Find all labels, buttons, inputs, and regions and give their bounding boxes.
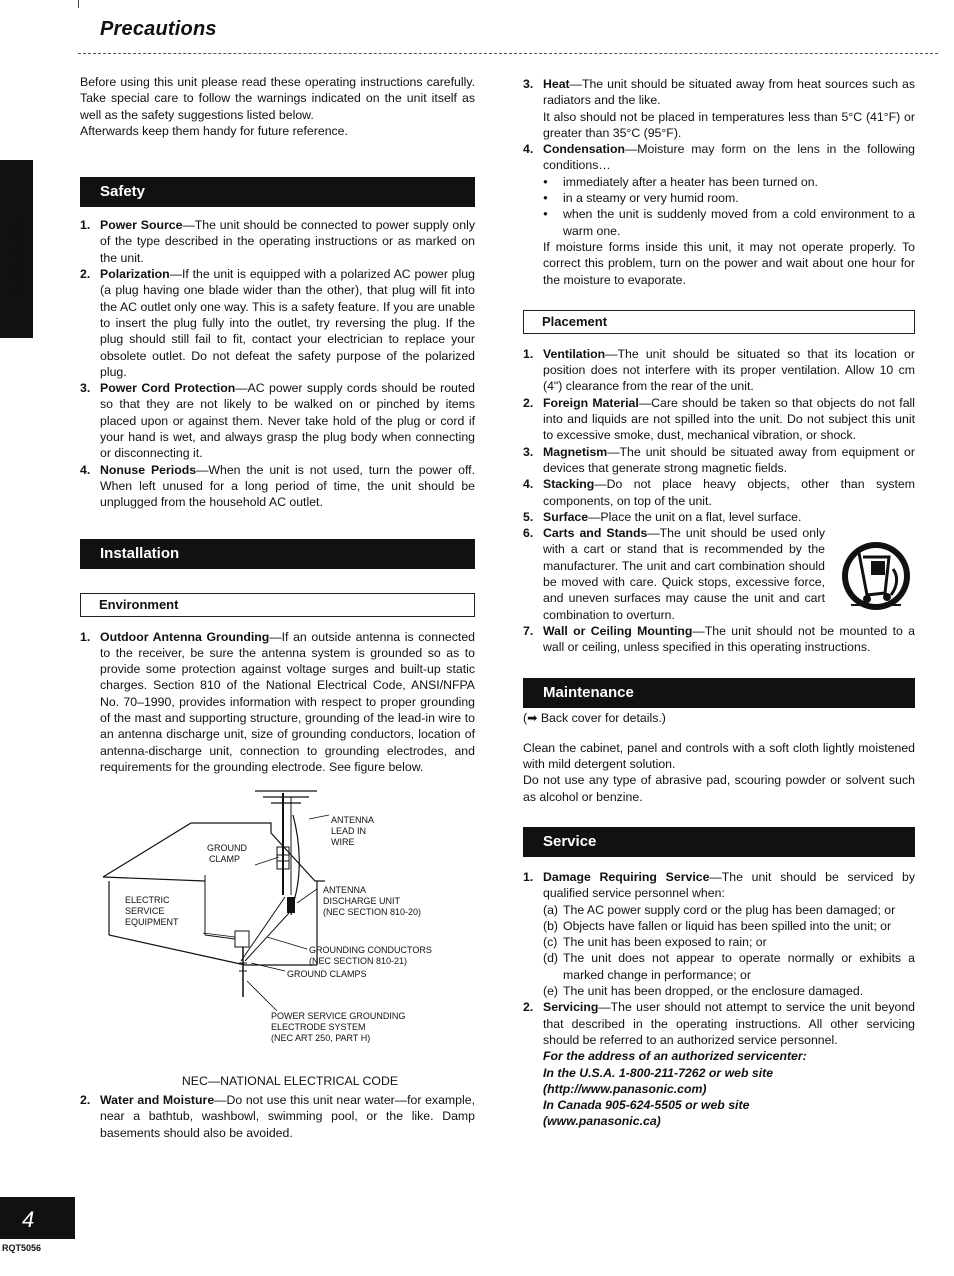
safety-banner: Safety	[80, 177, 475, 207]
list-item: 1. Outdoor Antenna Grounding—If an outside antenna is connected to the receiver, be sure the antenna system is grounded so as to provide some protection against voltage surges and built-up static charges. Section 810 of the National Electrical Code, ANSI/NFPA No. 70–1990, provides information with respect to proper grounding of the mast and supporting structure, grounding of the lead-in wire to an antenna discharge unit, size of grounding conductors, location of antenna-discharge unit, connection to grounding electrodes, and requirements for the grounding electrode. See figure below.	[80, 629, 476, 774]
maintenance-note: (➡ Back cover for details.)	[523, 710, 666, 725]
list-item: 2. Foreign Material—Care should be taken so that objects do not fall into and liquids are not spilled into the unit. Do not subject this unit to excessive smoke, dust, mechanical vibration, or shock.	[523, 395, 915, 443]
list-item: 5. Surface—Place the unit on a flat, level surface.	[523, 509, 802, 524]
list-item: 2. Water and Moisture—Do not use this unit near water—for example, near a bathtub, washbowl, swimming pool, or the like. Damp basements should also be avoided.	[80, 1093, 475, 1140]
label-discharge-unit: ANTENNA DISCHARGE UNIT (NEC SECTION 810-20)	[323, 885, 422, 917]
page-title: Precautions	[100, 18, 217, 40]
page-number: 4	[22, 1207, 35, 1232]
service-conditions	[543, 902, 915, 1000]
label-ground-clamps: GROUND CLAMPS	[287, 969, 367, 979]
list-item: 3. Magnetism—The unit should be situated away from equipment or devices that generate strong magnetic fields.	[523, 444, 915, 475]
list-item: 3. Heat—The unit should be situated away from heat sources such as radiators and the like. It also should not be placed in temperatures less than 5°C (41°F) or greater than 35°C (95°F).	[523, 77, 915, 140]
list-item: (c) The unit has been exposed to rain; or	[543, 935, 767, 950]
placement-list	[523, 346, 915, 656]
diagram-caption: NEC—NATIONAL ELECTRICAL CODE	[181, 1074, 399, 1088]
right-column	[523, 76, 915, 1130]
environment-list	[80, 629, 475, 776]
list-item: (b) Objects have fallen or liquid has been spilled into the unit; or	[543, 918, 892, 933]
list-item: (e) The unit has been dropped, or the enclosure damaged.	[543, 984, 864, 999]
label-ground-clamp: GROUND CLAMP	[207, 843, 247, 864]
list-item: 3. Power Cord Protection—AC power supply cords should be routed so that they are not likely to be walked on or pinched by items placed upon or against them. Never take hold of the plug or cord if your hand is wet, and always grasp the plug body when connecting or disconnecting it.	[80, 381, 475, 461]
list-item: ● immediately after a heater has been turned on.	[543, 174, 915, 190]
label-electric-service: ELECTRIC SERVICE EQUIPMENT	[125, 895, 179, 927]
left-column-bottom	[80, 1092, 475, 1141]
title-rule	[78, 53, 938, 54]
label-power-service-grounding: POWER SERVICE GROUNDING ELECTRODE SYSTEM (NEC ART 250, PART H)	[271, 1011, 406, 1043]
list-item: 2. Polarization—If the unit is equipped with a polarized AC power plug (a plug having one blade wider than the other), that plug will fit into the AC outlet only one way. This is a safety feature. If you are unable to insert the plug fully into the outlet, try reversing the plug. If the plug should still fail to fit, contact your electrician to replace your obsolete outlet. Do not defeat the safety purpose of the polarized plug.	[80, 267, 475, 379]
safety-list	[80, 217, 475, 510]
environment-list-continued	[80, 1092, 475, 1141]
list-item: 4. Nonuse Periods—When the unit is not used, turn the power off. When left unused for a long period of time, the unit should be unplugged from the household AC outlet.	[80, 462, 475, 510]
cart-warning-icon	[837, 539, 915, 613]
side-tab-label: Before use	[7, 219, 25, 297]
service-list	[523, 869, 915, 1130]
list-item: ● when the unit is suddenly moved from a cold environment to a warm one.	[543, 206, 915, 239]
label-grounding-conductors: GROUNDING CONDUCTORS (NEC SECTION 810-21)	[309, 945, 432, 966]
condensation-bullets	[543, 174, 915, 239]
maintenance-paragraph: Clean the cabinet, panel and controls with a soft cloth lightly moistened with mild detergent solution.	[523, 740, 915, 772]
list-item: (a) The AC power supply cord or the plug has been damaged; or	[543, 902, 896, 917]
document-code: RQT5056	[2, 1243, 42, 1253]
list-item: 4. Condensation—Moisture may form on the lens in the following conditions… ● immediately after a heater has been turned on. ● in a steamy or very humid room. ● when the unit is suddenly moved from a cold environment to a warm one. If moisture forms inside this unit, it may not operate properly. To correct this problem, turn on the power and wait about one hour for the moisture to evaporate.	[523, 141, 915, 288]
list-item: ● in a steamy or very humid room.	[543, 190, 915, 206]
list-item: 4. Stacking—Do not place heavy objects, other than system components, on top of the unit.	[523, 477, 915, 508]
placement-subheading: Placement	[523, 310, 915, 334]
service-contact: For the address of an authorized servicenter: In the U.S.A. 1-800-211-7262 or web site (http://www.panasonic.com) In Canada 905-624-5505 or web site (www.panasonic.ca)	[543, 1049, 807, 1129]
maintenance-paragraph: Do not use any type of abrasive pad, scouring powder or solvent such as alcohol or benzine.	[523, 773, 915, 804]
environment-list-right	[523, 76, 915, 288]
list-item: (d) The unit does not appear to operate normally or exhibits a marked change in performance; or	[543, 951, 915, 982]
page-number-box	[0, 1197, 75, 1239]
list-item: 1. Power Source—The unit should be connected to power supply only of the type described in the operating instructions or as marked on the unit.	[80, 218, 475, 265]
antenna-grounding-diagram	[95, 785, 455, 1065]
service-banner: Service	[523, 827, 915, 857]
intro-paragraph: Afterwards keep them handy for future reference.	[80, 123, 348, 138]
top-tick	[78, 0, 79, 8]
list-item: 1. Damage Requiring Service—The unit should be serviced by qualified service personnel when: (a) The AC power supply cord or the plug has been damaged; or (b) Objects have fallen or liquid has been spilled into the unit; or (c) The unit has been exposed to rain; or (d) The unit does not appear to operate normally or exhibits a marked change in performance; or (e) The unit has been dropped, or the enclosure damaged.	[523, 869, 915, 999]
list-item: 6. Carts and Stands—The unit should be used only with a cart or stand that is recommended by the manufacturer. The unit and cart combination should be moved with care. Quick stops, excessive force, and uneven surfaces may cause the unit and cart combination to overturn.	[523, 525, 915, 623]
list-item: 2. Servicing—The user should not attempt to service the unit beyond that described in the operating instructions. All other servicing should be referred to an authorized service personnel. For the address of an authorized servicenter: In the U.S.A. 1-800-211-7262 or web site (http://www.panasonic.com) In Canada 905-624-5505 or web site (www.panasonic.ca)	[523, 1000, 915, 1129]
maintenance-banner: Maintenance	[523, 678, 915, 708]
list-item: 7. Wall or Ceiling Mounting—The unit should not be mounted to a wall or ceiling, unless specified in this operating instructions.	[523, 623, 916, 655]
environment-subheading: Environment	[80, 593, 475, 617]
label-antenna-lead-in: ANTENNA LEAD IN WIRE	[331, 815, 375, 847]
installation-banner: Installation	[80, 539, 475, 569]
list-item: 1. Ventilation—The unit should be situated so that its location or position does not interfere with its proper ventilation. Allow 10 cm (4") clearance from the rear of the unit.	[523, 346, 915, 394]
left-column	[80, 74, 475, 775]
intro-paragraph: Before using this unit please read these operating instructions carefully. Take special care to follow the warnings indicated on the unit itself as well as the safety suggestions listed below.	[80, 75, 475, 122]
